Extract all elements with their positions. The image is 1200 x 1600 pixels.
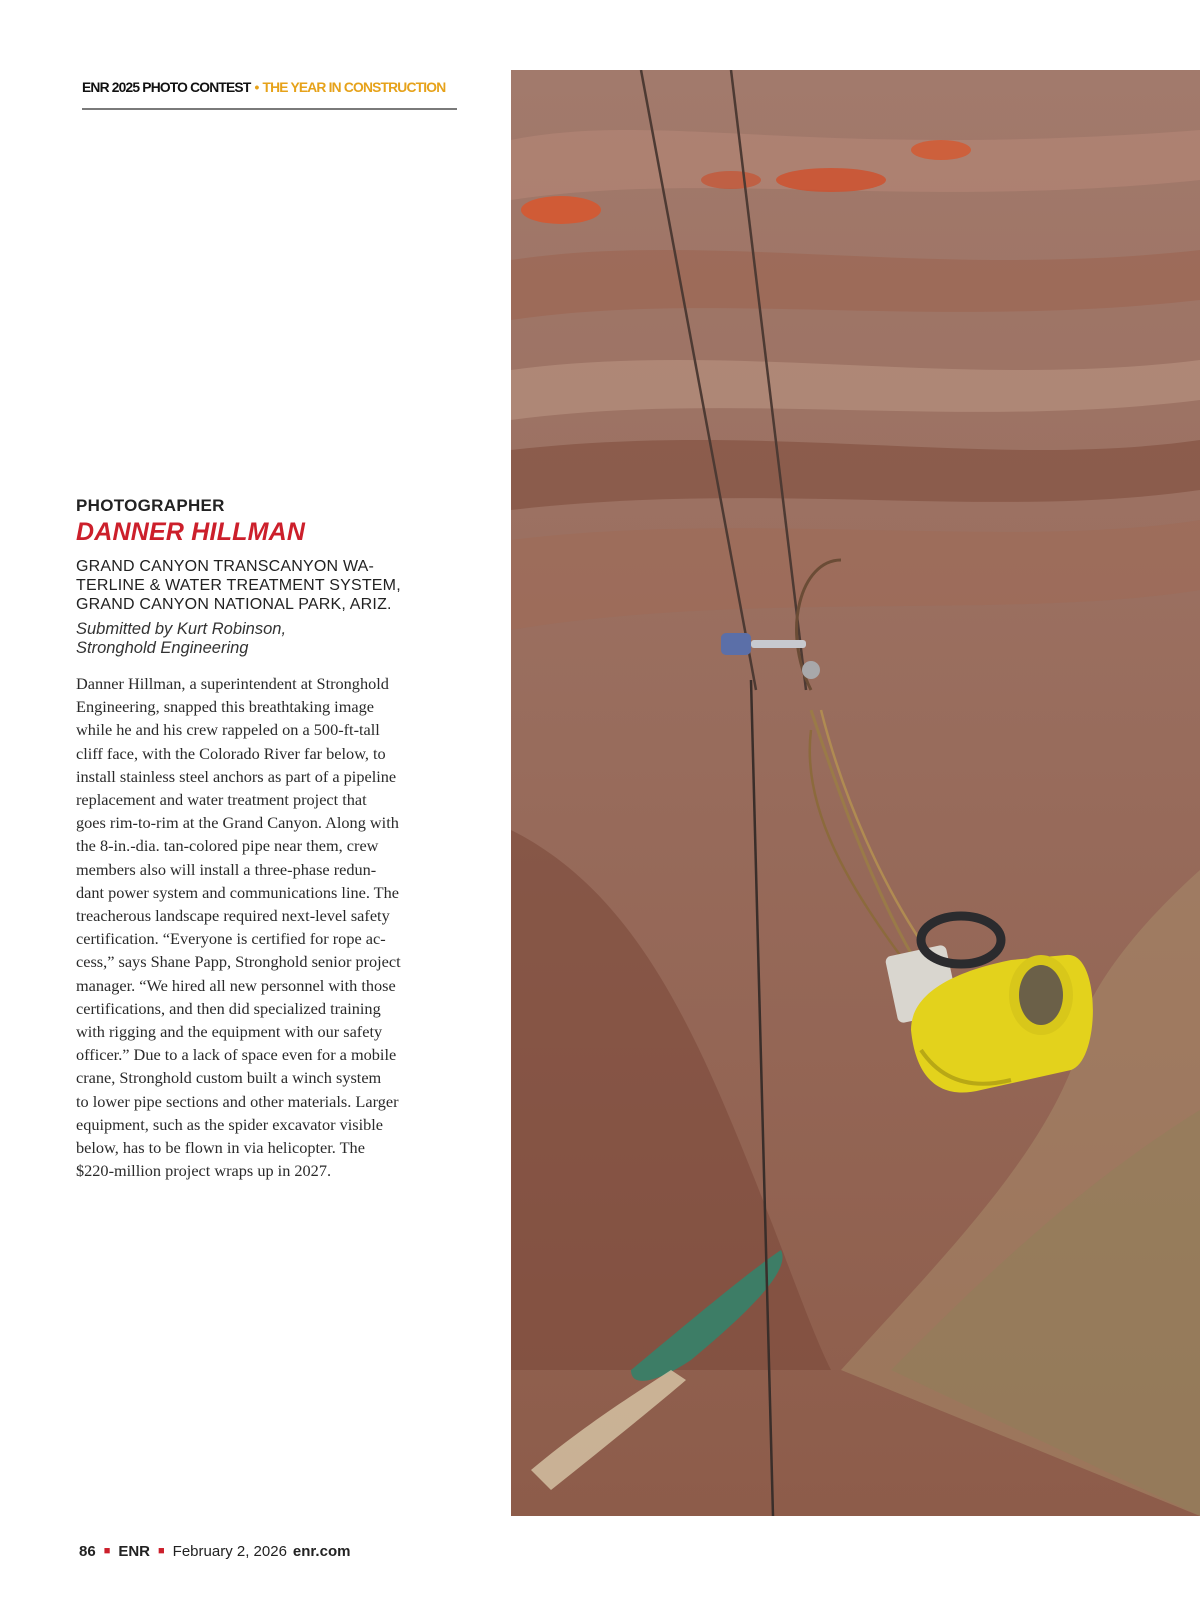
article-body (76, 672, 438, 1182)
footer-separator-icon: ■ (103, 1545, 111, 1557)
project-title-line: GRAND CANYON NATIONAL PARK, ARIZ. (76, 596, 392, 613)
page-number: 86 (79, 1543, 96, 1560)
article-body-line: $220-million project wraps up in 2027. (76, 1161, 332, 1181)
article-body-line: crane, Stronghold custom built a winch system (76, 1068, 382, 1088)
article-body-line: below, has to be flown in via helicopter. The (76, 1138, 365, 1158)
project-title-line: GRAND CANYON TRANSCANYON WA- (76, 558, 375, 575)
article-body-line: officer.” Due to a lack of space even for a mobile (76, 1045, 397, 1065)
submitted-line: Stronghold Engineering (76, 639, 249, 657)
masthead-separator: • (254, 79, 259, 95)
photographer-kicker: PHOTOGRAPHER (76, 496, 225, 515)
article-body-line: while he and his crew rappeled on a 500-ft-tall (76, 720, 380, 740)
article-body-line: manager. “We hired all new personnel with those (76, 975, 396, 995)
submitted-line: Submitted by Kurt Robinson, (76, 620, 287, 638)
article-body-line: members also will install a three-phase redun- (76, 859, 377, 879)
canyon-photo-illustration (511, 70, 1200, 1516)
article-body-line: to lower pipe sections and other materials. Larger (76, 1091, 399, 1111)
article-body-line: treacherous landscape required next-level safety (76, 906, 390, 926)
article-body-line: certifications, and then did specialized training (76, 998, 381, 1018)
article-body-line: cliff face, with the Colorado River far below, to (76, 743, 386, 763)
footer-brand: ENR (118, 1543, 151, 1560)
project-title-line: TERLINE & WATER TREATMENT SYSTEM, (76, 577, 401, 594)
article-body-line: cess,” says Shane Papp, Stronghold senior project (76, 952, 401, 972)
masthead-title: ENR 2025 PHOTO CONTEST (82, 79, 251, 95)
photographer-name: DANNER HILLMAN (76, 518, 306, 546)
footer-url[interactable]: enr.com (292, 1543, 351, 1560)
project-title (76, 557, 446, 614)
article-body-line: certification. “Everyone is certified for rope ac- (76, 929, 386, 949)
page-footer (79, 1543, 350, 1560)
masthead-section: THE YEAR IN CONSTRUCTION (262, 79, 446, 95)
footer-separator-icon: ■ (158, 1545, 165, 1557)
article-body-line: equipment, such as the spider excavator visible (76, 1114, 383, 1134)
article-body-line: replacement and water treatment project that (76, 790, 367, 810)
article-body-line: install stainless steel anchors as part of a pipeline (76, 766, 397, 786)
submitted-by (76, 620, 446, 658)
canyon-photo (511, 70, 1200, 1516)
article-body-line: goes rim-to-rim at the Grand Canyon. Along with (76, 813, 399, 833)
article-body-line: with rigging and the equipment with our safety (76, 1022, 383, 1042)
article-body-line: the 8-in.-dia. tan-colored pipe near them, crew (76, 836, 379, 856)
article-body-line: dant power system and communications line. The (76, 882, 399, 902)
article-body-line: Danner Hillman, a superintendent at Stronghold (76, 674, 389, 693)
credit-block (76, 496, 446, 1182)
footer-date: February 2, 2026 (172, 1543, 287, 1560)
masthead (82, 66, 457, 110)
article-body-line: Engineering, snapped this breathtaking image (76, 697, 374, 717)
